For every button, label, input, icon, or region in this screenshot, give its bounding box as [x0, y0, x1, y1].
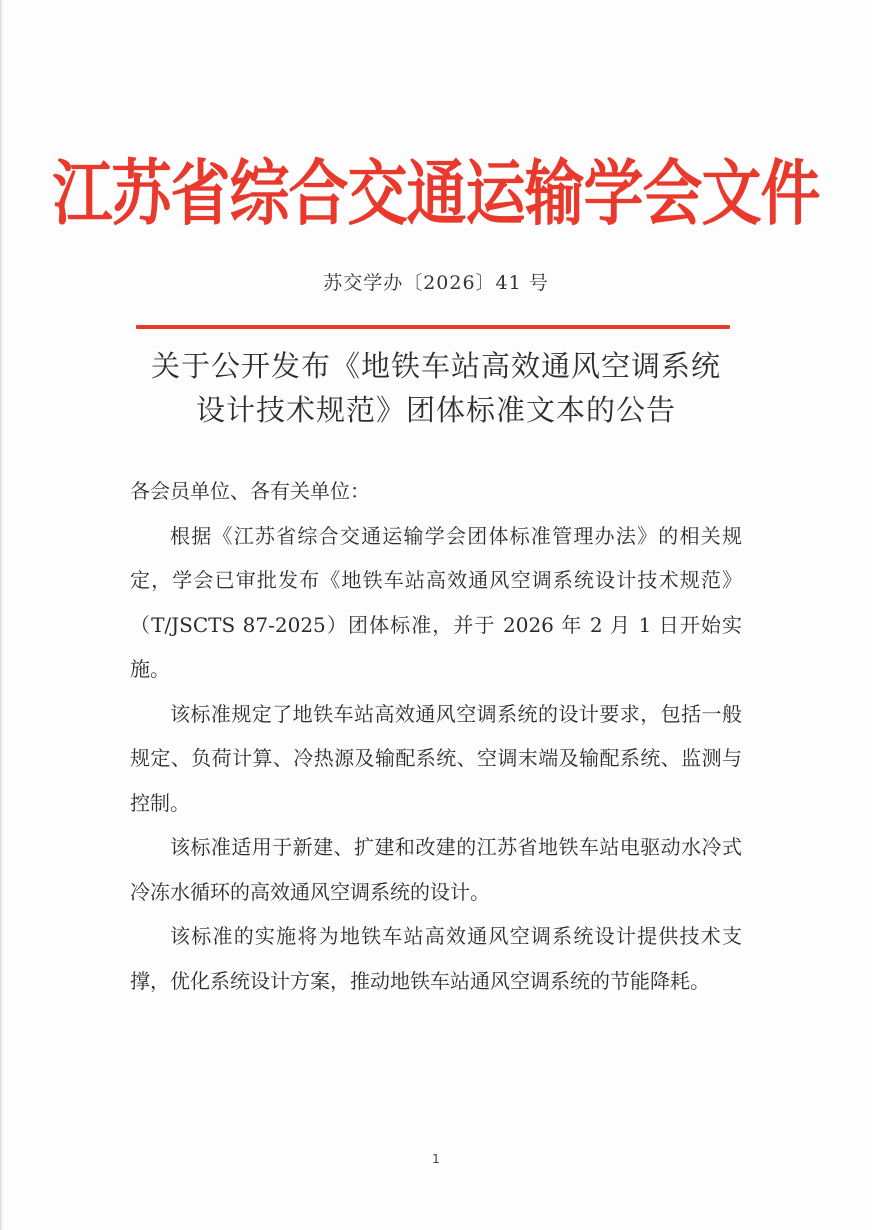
issuer-title: 江苏省综合交通运输学会文件: [52, 153, 820, 236]
notice-body: [130, 469, 742, 1003]
paragraph-applicability: 该标准适用于新建、扩建和改建的江苏省地铁车站电驱动水冷式冷冻水循环的高效通风空调系统的设计。: [130, 835, 742, 904]
notice-title-line-1: 关于公开发布《地铁车站高效通风空调系统: [150, 349, 721, 383]
red-separator-line: [136, 325, 730, 329]
paragraph-significance: 该标准的实施将为地铁车站高效通风空调系统设计提供技术支撑，优化系统设计方案，推动地铁车站通风空调系统的节能降耗。: [130, 924, 742, 993]
notice-title: [100, 344, 772, 432]
salutation: 各会员单位、各有关单位：: [130, 479, 370, 503]
paragraph-basis: 根据《江苏省综合交通运输学会团体标准管理办法》的相关规定，学会已审批发布《地铁车站高效通风空调系统设计技术规范》（T/JSCTS 87-2025）团体标准，并于 2026 年 2 月 1 日开始实施。: [130, 523, 742, 681]
document-number: 苏交学办〔2026〕41 号: [323, 272, 549, 294]
paragraph-scope-content: 该标准规定了地铁车站高效通风空调系统的设计要求，包括一般规定、负荷计算、冷热源及输配系统、空调末端及输配系统、监测与控制。: [130, 701, 742, 815]
notice-title-line-2: 设计技术规范》团体标准文本的公告: [195, 393, 676, 427]
page-number: 1: [432, 1152, 440, 1166]
